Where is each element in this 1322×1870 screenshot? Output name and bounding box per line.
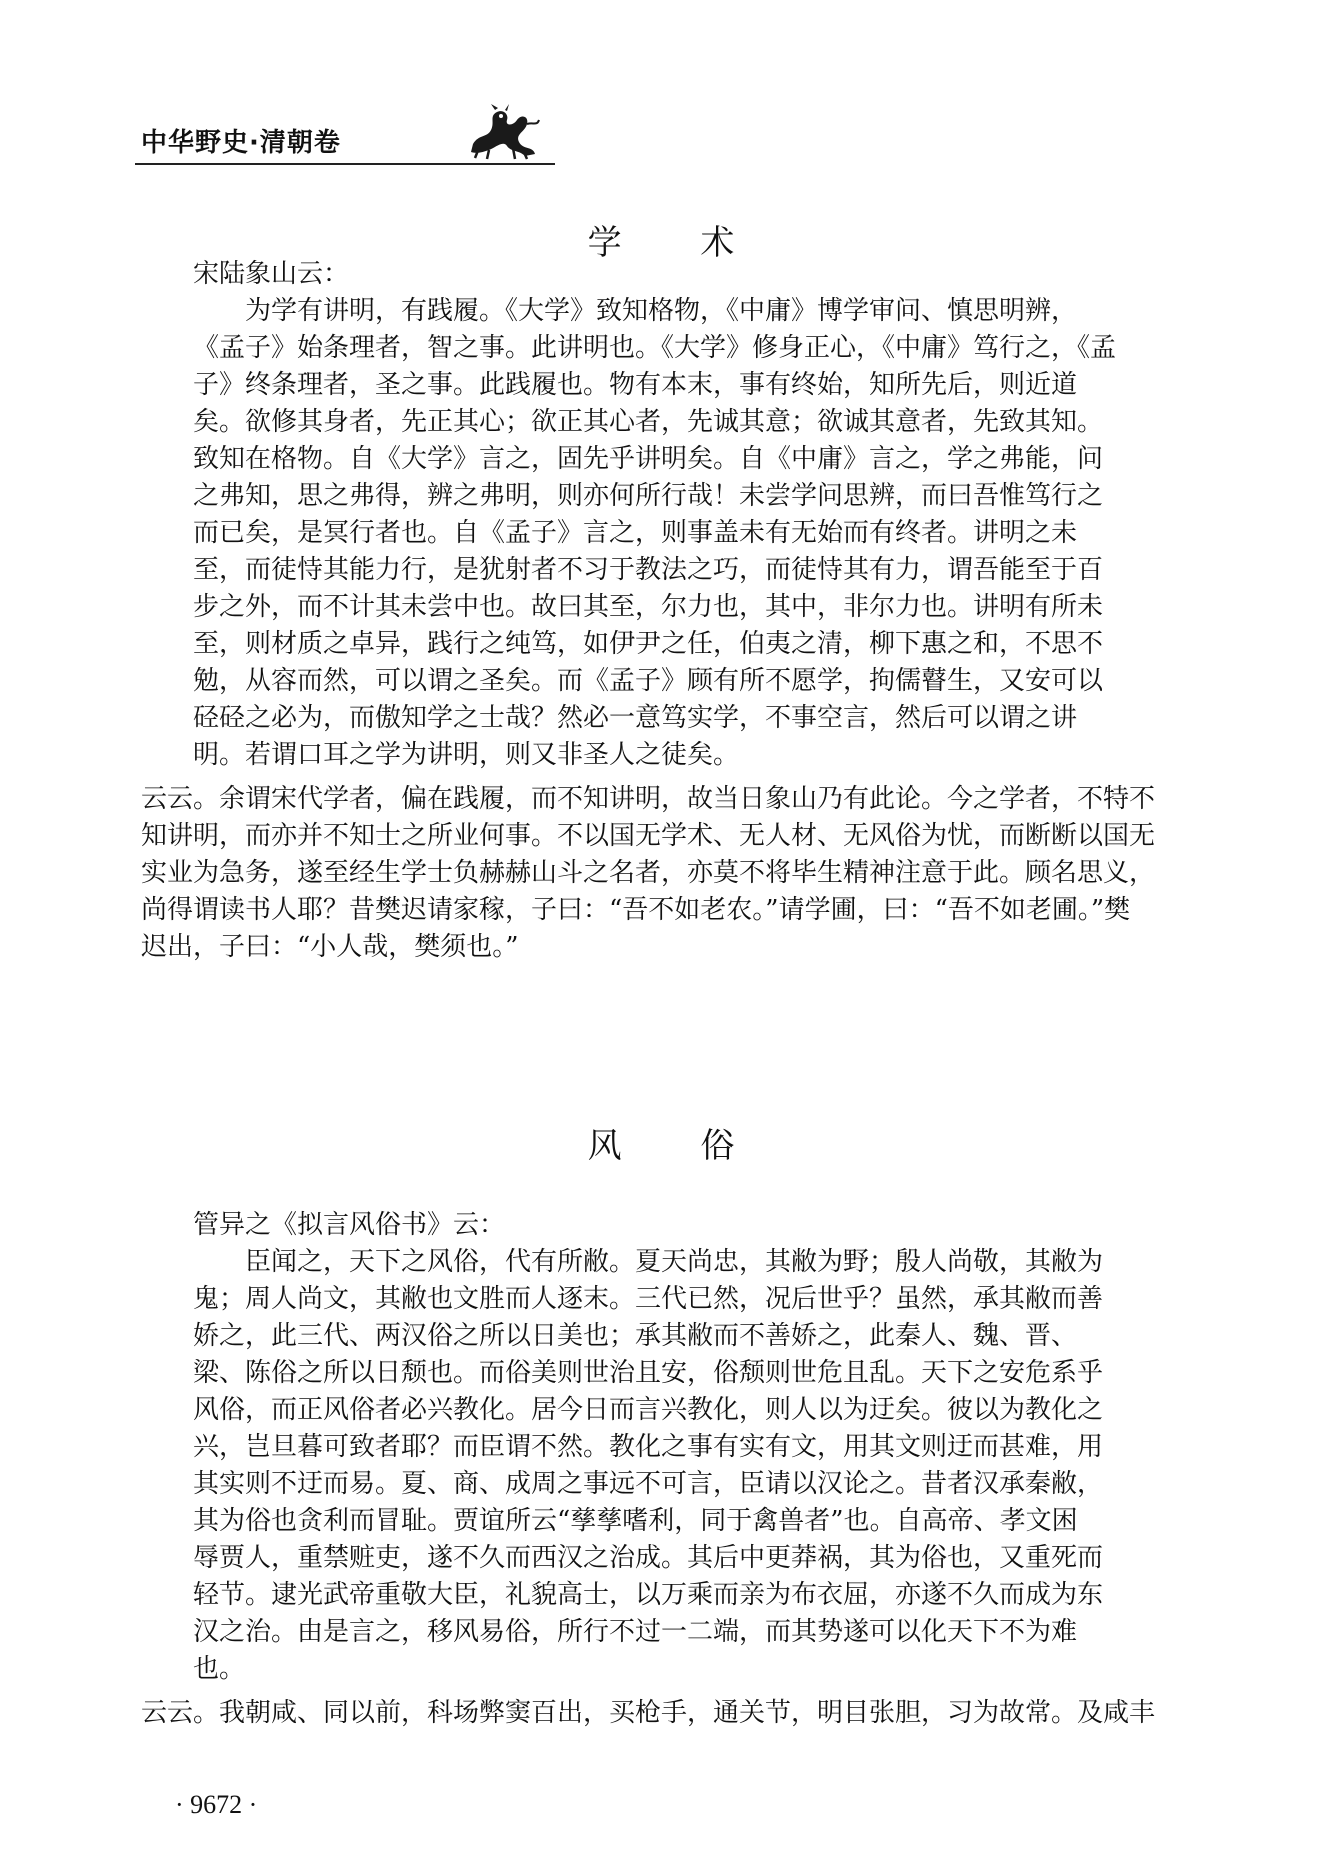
intro-line: 宋陆象山云：: [193, 259, 350, 289]
quote-line: 致知在格物。自《大学》言之，固先乎讲明矣。自《中庸》言之，学之弗能，问: [193, 444, 1104, 474]
quote-line: 辱贾人，重禁赃吏，遂不久而西汉之治成。其后中更莽祸，其为俗也，又重死而: [193, 1543, 1104, 1573]
quote-line: 其实则不迂而易。夏、商、成周之事远不可言，臣请以汉论之。昔者汉承秦敝，: [193, 1469, 1104, 1499]
quote-line: 兴，岂旦暮可致者耶？而臣谓不然。教化之事有实有文，用其文则迂而甚难，用: [193, 1432, 1104, 1462]
quote-line: 矣。欲修其身者，先正其心；欲正其心者，先诚其意；欲诚其意者，先致其知。: [193, 407, 1104, 437]
quote-line: 至，则材质之卓异，践行之纯笃，如伊尹之任，伯夷之清，柳下惠之和，不思不: [193, 629, 1104, 659]
quote-line: 鬼；周人尚文，其敝也文胜而人逐末。三代已然，况后世乎？虽然，承其敝而善: [193, 1284, 1104, 1314]
quote-line: 《孟子》始条理者，智之事。此讲明也。《大学》修身正心，《中庸》笃行之，《孟: [193, 333, 1117, 363]
page-number: · 9672 ·: [175, 1790, 258, 1819]
quote-line: 娇之，此三代、两汉俗之所以日美也；承其敝而不善娇之，此秦人、魏、晋、: [193, 1321, 1078, 1351]
commentary-line: 知讲明，而亦并不知士之所业何事。不以国无学术、无人材、无风俗为忧，而断断以国无: [141, 821, 1156, 851]
quote-line: 臣闻之，天下之风俗，代有所敝。夏天尚忠，其敝为野；殷人尚敬，其敝为: [245, 1247, 1104, 1277]
quote-line: 步之外，而不计其未尝中也。故曰其至，尔力也，其中，非尔力也。讲明有所未: [193, 592, 1104, 622]
quote-line: 也。: [193, 1654, 246, 1684]
quote-line: 至，而徒恃其能力行，是犹射者不习于教法之巧，而徒恃其有力，谓吾能至于百: [193, 555, 1104, 585]
quote-line: 硁硁之必为，而傲知学之士哉？然必一意笃实学，不事空言，然后可以谓之讲: [193, 703, 1078, 733]
book-title: 中华野史·清朝卷: [141, 128, 341, 158]
header-rule: [135, 163, 555, 165]
commentary-line: 云云。我朝咸、同以前，科场弊窦百出，买枪手，通关节，明目张胆，习为故常。及咸丰: [141, 1698, 1156, 1728]
quote-line: 其为俗也贪利而冒耻。贾谊所云“孳孳嗜利，同于禽兽者”也。自高帝、孝文困: [193, 1506, 1078, 1536]
running-header: [135, 104, 555, 168]
commentary-line: 尚得谓读书人耶？昔樊迟请家稼，子曰：“吾不如老农。”请学圃，曰：“吾不如老圃。”樊: [141, 895, 1131, 925]
quote-line: 勉，从容而然，可以谓之圣矣。而《孟子》顾有所不愿学，拘儒瞽生，又安可以: [193, 666, 1104, 696]
dragon-emblem-icon: [465, 104, 541, 160]
quote-line: 轻节。逮光武帝重敬大臣，礼貌高士，以万乘而亲为布衣屈，亦遂不久而成为东: [193, 1580, 1104, 1610]
commentary-line: 实业为急务，遂至经生学士负赫赫山斗之名者，亦莫不将毕生精神注意于此。顾名思义，: [141, 858, 1156, 888]
commentary-line: 云云。余谓宋代学者，偏在践履，而不知讲明，故当日象山乃有此论。今之学者，不特不: [141, 784, 1156, 814]
quote-line: 梁、陈俗之所以日颓也。而俗美则世治且安，俗颓则世危且乱。天下之安危系乎: [193, 1358, 1104, 1388]
commentary-line: 迟出，子曰：“小人哉，樊须也。”: [141, 932, 519, 962]
quote-line: 而已矣，是冥行者也。自《孟子》言之，则事盖未有无始而有终者。讲明之未: [193, 518, 1078, 548]
intro-line: 管异之《拟言风俗书》云：: [193, 1210, 506, 1240]
quote-line: 汉之治。由是言之，移风易俗，所行不过一二端，而其势遂可以化天下不为难: [193, 1617, 1078, 1647]
quote-line: 为学有讲明，有践履。《大学》致知格物，《中庸》博学审问、慎思明辨，: [245, 296, 1078, 326]
section-title-fengsu: 风 俗: [587, 1126, 769, 1166]
section-title-xueshu: 学 术: [587, 223, 769, 263]
quote-line: 之弗知，思之弗得，辨之弗明，则亦何所行哉！未尝学问思辨，而曰吾惟笃行之: [193, 481, 1104, 511]
quote-line: 子》终条理者，圣之事。此践履也。物有本末，事有终始，知所先后，则近道: [193, 370, 1078, 400]
quote-line: 风俗，而正风俗者必兴教化。居今日而言兴教化，则人以为迂矣。彼以为教化之: [193, 1395, 1104, 1425]
quote-line: 明。若谓口耳之学为讲明，则又非圣人之徒矣。: [193, 740, 740, 770]
